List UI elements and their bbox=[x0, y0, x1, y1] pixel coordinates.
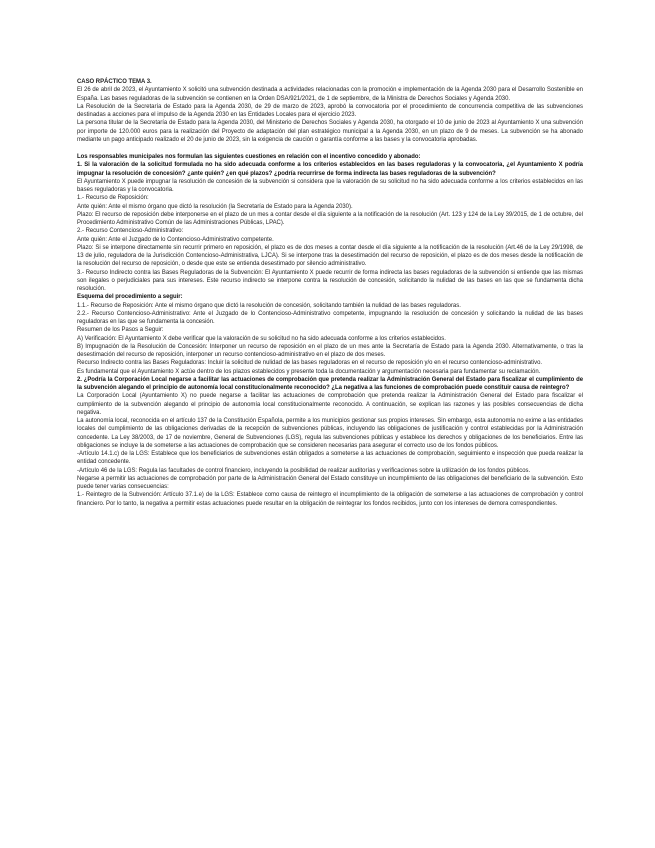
answer-paragraph: Ante quién: Ante el Juzgado de lo Contencioso-Administrativo competente. bbox=[77, 236, 274, 243]
scheme-paragraph: 2.2.- Recurso Contencioso-Administrativo: Ante el Juzgado de lo Contencioso-Administrativo competente, impugnando la resolución de concesión y solicitando la nulidad de las bases reguladoras en las que se fundamenta la concesión. bbox=[77, 310, 583, 325]
scheme-paragraph: 1.1.- Recurso de Reposición: Ante el mismo órgano que dictó la resolución de concesión, solicitando también la nulidad de las bases reguladoras. bbox=[77, 302, 461, 309]
scheme-paragraph: B) Impugnación de la Resolución de Concesión: Interponer un recurso de reposición en el plazo de un mes ante la Secretaría de Estado para la Agenda 2030. Alternativamente, o tras la desestimación del recurso de reposición, interponer un recurso contencioso-administrativo en el plazo de dos meses. bbox=[77, 343, 583, 358]
question-2: 2. ¿Podría la Corporación Local negarse a facilitar las actuaciones de comprobación que pretenda realizar la Administración General del Estado para fiscalizar el cumplimiento de la subvención alegando el principio de autonomía local constitucionalmente reconocido? ¿La negativa a las funciones de comprobación puede constituir causa de reintegro? bbox=[77, 376, 583, 391]
document-page bbox=[77, 78, 583, 508]
answer-paragraph: 2.- Recurso Contencioso-Administrativo: bbox=[77, 228, 184, 235]
scheme-paragraph: Es fundamental que el Ayuntamiento X actúe dentro de los plazos establecidos y presente toda la documentación y argumentación necesaria para fundamentar su reclamación. bbox=[77, 368, 541, 375]
answer-paragraph: Ante quién: Ante el mismo órgano que dictó la resolución (la Secretaría de Estado para la Agenda 2030). bbox=[77, 203, 353, 210]
answer-paragraph: La autonomía local, reconocida en el artículo 137 de la Constitución Española, permite a los municipios gestionar sus propios intereses. Sin embargo, esta autonomía no exime a las entidades locales del cumplimiento de las obligaciones derivadas de la recepción de subvenciones públicas, incluyendo las obligaciones de justificación y control establecidas por la Administración concedente. La Ley 38/2003, de 17 de noviembre, General de Subvenciones (LGS), regula las subvenciones públicas y establece los derechos y obligaciones de los beneficiarios. Entre las obligaciones se incluye la de someterse a las actuaciones de comprobación que se consideren necesarias para asegurar el correcto uso de los fondos públicos. bbox=[77, 418, 583, 449]
answer-paragraph: 3.- Recurso Indirecto contra las Bases Reguladoras de la Subvención: El Ayuntamiento X puede recurrir de forma indirecta las bases reguladoras de la subvención si entiende que las mismas son ilegales o perjudiciales para sus intereses. Este recurso indirecto se interpone contra la resolución de concesión, solicitando la nulidad de las bases en las que se fundamenta dicha resolución. bbox=[77, 269, 583, 292]
answer-paragraph: 1.- Recurso de Reposición: bbox=[77, 195, 149, 202]
scheme-title: Esquema del procedimiento a seguir: bbox=[77, 294, 183, 301]
intro-paragraph: La persona titular de la Secretaría de Estado para la Agenda 2030, del Ministerio de Derechos Sociales y Agenda 2030, ha otorgado el 10 de junio de 2023 al Ayuntamiento X una subvención por importe de 120.000 euros para la realización del Proyecto de adaptación del plan estratégico municipal a la Agenda 2030, en un plazo de 9 de meses. La subvención se ha abonado mediante un pago anticipado realizado el 20 de junio de 2023, sin la exigencia de caución o garantía conforme a las bases y la convocatoria aprobadas. bbox=[77, 120, 583, 143]
scheme-paragraph: A) Verificación: El Ayuntamiento X debe verificar que la valoración de su solicitud no ha sido adecuada conforme a los criterios establecidos. bbox=[77, 335, 446, 342]
document-title: CASO RPÁCTICO TEMA 3. bbox=[77, 79, 152, 85]
scheme-paragraph: Resumen de los Pasos a Seguir: bbox=[77, 327, 164, 334]
answer-paragraph: Plazo: Si se interpone directamente sin recurrir primero en reposición, el plazo es de dos meses a contar desde el día siguiente a la notificación de la resolución (Art.46 de la Ley 29/1998, de 13 de julio, reguladora de la Jurisdicción Contencioso-Administrativa, LJCA). Si se interpone tras la desestimación del recurso de reposición, el plazo es de dos meses desde la notificación de la resolución del recurso de reposición, o desde que este se entienda desestimado por silencio administrativo. bbox=[77, 244, 583, 268]
answer-paragraph: El Ayuntamiento X puede impugnar la resolución de concesión de la subvención si considera que la valoración de su solicitud no ha sido adecuada conforme a los criterios establecidos en las bases reguladoras y la convocatoria. bbox=[77, 178, 583, 193]
question-1: 1. Si la valoración de la solicitud formulada no ha sido adecuada conforme a los criterios establecidos en las bases reguladoras y la convocatoria, ¿el Ayuntamiento X podría impugnar la resolución de concesión? ¿ante quién? ¿en qué plazos? ¿podría recurrirse de forma indirecta las bases reguladoras de la subvención? bbox=[77, 162, 583, 177]
answer-paragraph: La Corporación Local (Ayuntamiento X) no puede negarse a facilitar las actuaciones de comprobación que pretenda realizar la Administración General del Estado para fiscalizar el cumplimiento de la subvención alegando el principio de autonomía local constitucionalmente reconocido. A continuación, se explican las razones y las posibles consecuencias de dicha negativa. bbox=[77, 393, 583, 416]
answer-paragraph: -Artículo 46 de la LGS: Regula las facultades de control financiero, incluyendo la posibilidad de realizar auditorías y verificaciones sobre la utilización de los fondos públicos. bbox=[77, 467, 531, 474]
answer-paragraph: 1.- Reintegro de la Subvención: Artículo 37.1.e) de la LGS: Establece como causa de reintegro el incumplimiento de la obligación de someterse a las actuaciones de comprobación y control financiero. Por lo tanto, la negativa a permitir estas actuaciones puede resultar en la obligación de reintegrar los fondos recibidos, junto con los intereses de demora correspondientes. bbox=[77, 492, 583, 507]
answer-paragraph: Plazo: El recurso de reposición debe interponerse en el plazo de un mes a contar desde el día siguiente a la notificación de la resolución (Art. 123 y 124 de la Ley 39/2015, de 1 de octubre, del Procedimiento Administrativo Común de las Administraciones Públicas, LPAC). bbox=[77, 211, 583, 226]
intro-paragraph: El 26 de abril de 2023, el Ayuntamiento X solicitó una subvención destinada a actividades relacionadas con la promoción e implementación de la Agenda 2030 para el Desarrollo Sostenible en España. Las bases reguladoras de la subvención se contienen en la Orden DSA/921/2021, de 1 de septiembre, de la Ministra de Derechos Sociales y Agenda 2030. bbox=[77, 87, 583, 102]
answer-paragraph: Negarse a permitir las actuaciones de comprobación por parte de la Administración General del Estado constituye un incumplimiento de las obligaciones del beneficiario de la subvención. Esto puede tener varias consecuencias: bbox=[77, 475, 583, 490]
intro-paragraph: La Resolución de la Secretaría de Estado para la Agenda 2030, de 29 de marzo de 2023, aprobó la convocatoria por el procedimiento de concurrencia competitiva de las subvenciones destinadas a acciones para el impulso de la Agenda 2030 en las Entidades Locales para el ejercicio 2023. bbox=[77, 103, 583, 118]
scheme-paragraph: Recurso Indirecto contra las Bases Reguladoras: Incluir la solicitud de nulidad de las bases reguladoras en el recurso de reposición y/o en el recurso contencioso-administrativo. bbox=[77, 360, 543, 367]
answer-paragraph: -Artículo 14.1.c) de la LGS: Establece que los beneficiarios de subvenciones están obligados a someterse a las actuaciones de comprobación, seguimiento e inspección que pueda realizar la entidad concedente. bbox=[77, 451, 583, 466]
questions-intro: Los responsables municipales nos formulan las siguientes cuestiones en relación con el incentivo concedido y abonado: bbox=[77, 154, 421, 160]
